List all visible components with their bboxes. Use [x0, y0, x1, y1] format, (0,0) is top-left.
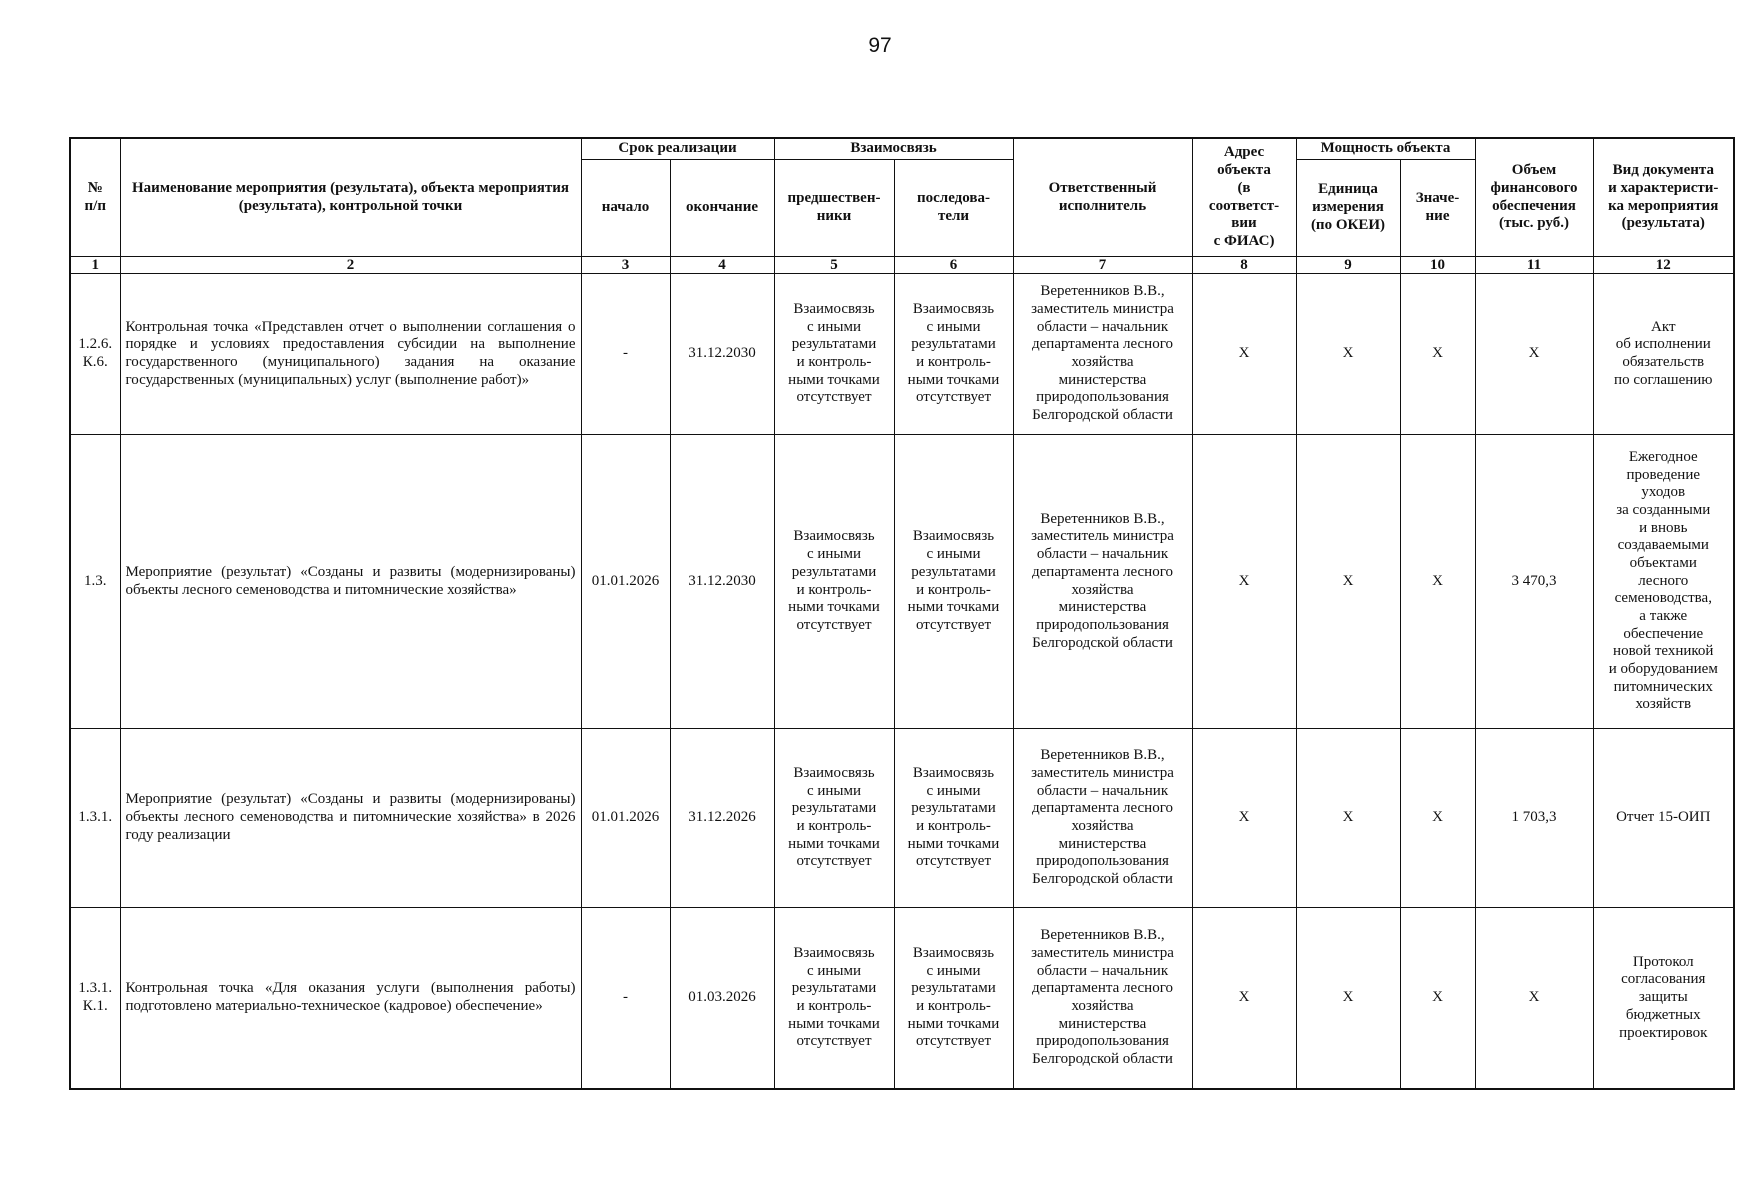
header-doc-type: Вид документа и характеристи- ка мероприятия (результата) — [1593, 138, 1734, 257]
activities-plan-table — [69, 137, 1735, 1090]
row-number: 1.3. — [70, 435, 120, 729]
header-responsible: Ответственный исполнитель — [1013, 138, 1192, 257]
column-number: 11 — [1475, 257, 1593, 274]
column-number: 5 — [774, 257, 894, 274]
row-successors: Взаимосвязь с иными результатами и контроль- ными точками отсутствует — [894, 435, 1013, 729]
row-name: Контрольная точка «Представлен отчет о выполнении соглашения о порядке и условиях предоставления субсидии на выполнение государственного (муниципального) задания на оказание государственных (муниципальных) услуг (выполнение работ)» — [120, 274, 581, 435]
row-predecessors: Взаимосвязь с иными результатами и контроль- ными точками отсутствует — [774, 908, 894, 1090]
row-successors: Взаимосвязь с иными результатами и контроль- ными точками отсутствует — [894, 729, 1013, 908]
header-predecessors: предшествен- ники — [774, 160, 894, 257]
header-link-group: Взаимосвязь — [774, 138, 1013, 160]
row-start: 01.01.2026 — [581, 729, 670, 908]
row-doc-type: Ежегодное проведение уходов за созданными и вновь создаваемыми объектами лесного семеноводства, а также обеспечение новой техникой и оборудованием питомнических хозяйств — [1593, 435, 1734, 729]
row-responsible: Веретенников В.В., заместитель министра области – начальник департамента лесного хозяйства министерства природопользования Белгородской области — [1013, 274, 1192, 435]
page-number: 97 — [868, 34, 892, 57]
column-number: 2 — [120, 257, 581, 274]
row-address: Х — [1192, 435, 1296, 729]
row-funding: 1 703,3 — [1475, 729, 1593, 908]
header-name: Наименование мероприятия (результата), объекта мероприятия (результата), контрольной точки — [120, 138, 581, 257]
header-address: Адрес объекта (в соответст- вии с ФИАС) — [1192, 138, 1296, 257]
table-row — [70, 729, 1734, 908]
row-address: Х — [1192, 274, 1296, 435]
column-number: 1 — [70, 257, 120, 274]
header-start: начало — [581, 160, 670, 257]
column-number: 10 — [1400, 257, 1475, 274]
table-row — [70, 435, 1734, 729]
row-funding: Х — [1475, 908, 1593, 1090]
row-funding: 3 470,3 — [1475, 435, 1593, 729]
row-responsible: Веретенников В.В., заместитель министра области – начальник департамента лесного хозяйства министерства природопользования Белгородской области — [1013, 908, 1192, 1090]
row-start: - — [581, 908, 670, 1090]
row-start: 01.01.2026 — [581, 435, 670, 729]
row-successors: Взаимосвязь с иными результатами и контроль- ными точками отсутствует — [894, 274, 1013, 435]
header-unit: Единица измерения (по ОКЕИ) — [1296, 160, 1400, 257]
row-number: 1.3.1. — [70, 729, 120, 908]
column-number: 7 — [1013, 257, 1192, 274]
row-unit: Х — [1296, 908, 1400, 1090]
column-number: 4 — [670, 257, 774, 274]
row-end: 31.12.2030 — [670, 274, 774, 435]
row-end: 01.03.2026 — [670, 908, 774, 1090]
header-num: № п/п — [70, 138, 120, 257]
row-predecessors: Взаимосвязь с иными результатами и контроль- ными точками отсутствует — [774, 729, 894, 908]
header-funding: Объем финансового обеспечения (тыс. руб.) — [1475, 138, 1593, 257]
row-name: Мероприятие (результат) «Созданы и развиты (модернизированы) объекты лесного семеноводства и питомнические хозяйства» — [120, 435, 581, 729]
header-end: окончание — [670, 160, 774, 257]
row-number: 1.3.1. К.1. — [70, 908, 120, 1090]
header-value: Значе- ние — [1400, 160, 1475, 257]
row-predecessors: Взаимосвязь с иными результатами и контроль- ными точками отсутствует — [774, 274, 894, 435]
row-doc-type: Отчет 15-ОИП — [1593, 729, 1734, 908]
row-successors: Взаимосвязь с иными результатами и контроль- ными точками отсутствует — [894, 908, 1013, 1090]
row-unit: Х — [1296, 729, 1400, 908]
row-doc-type: Акт об исполнении обязательств по соглашению — [1593, 274, 1734, 435]
header-capacity-group: Мощность объекта — [1296, 138, 1475, 160]
row-name: Мероприятие (результат) «Созданы и развиты (модернизированы) объекты лесного семеноводства и питомнические хозяйства» в 2026 году реализации — [120, 729, 581, 908]
table-row — [70, 908, 1734, 1090]
header-period-group: Срок реализации — [581, 138, 774, 160]
row-funding: Х — [1475, 274, 1593, 435]
column-number: 8 — [1192, 257, 1296, 274]
row-responsible: Веретенников В.В., заместитель министра области – начальник департамента лесного хозяйства министерства природопользования Белгородской области — [1013, 729, 1192, 908]
row-responsible: Веретенников В.В., заместитель министра области – начальник департамента лесного хозяйства министерства природопользования Белгородской области — [1013, 435, 1192, 729]
row-doc-type: Протокол согласования защиты бюджетных проектировок — [1593, 908, 1734, 1090]
row-unit: Х — [1296, 274, 1400, 435]
row-unit: Х — [1296, 435, 1400, 729]
row-start: - — [581, 274, 670, 435]
row-value: Х — [1400, 908, 1475, 1090]
column-number: 12 — [1593, 257, 1734, 274]
row-value: Х — [1400, 729, 1475, 908]
header-successors: последова- тели — [894, 160, 1013, 257]
row-value: Х — [1400, 274, 1475, 435]
table-row — [70, 274, 1734, 435]
row-address: Х — [1192, 908, 1296, 1090]
row-address: Х — [1192, 729, 1296, 908]
column-number: 6 — [894, 257, 1013, 274]
row-value: Х — [1400, 435, 1475, 729]
row-end: 31.12.2026 — [670, 729, 774, 908]
row-number: 1.2.6. К.6. — [70, 274, 120, 435]
column-number: 9 — [1296, 257, 1400, 274]
row-name: Контрольная точка «Для оказания услуги (выполнения работы) подготовлено материально-техническое (кадровое) обеспечение» — [120, 908, 581, 1090]
column-number: 3 — [581, 257, 670, 274]
row-end: 31.12.2030 — [670, 435, 774, 729]
row-predecessors: Взаимосвязь с иными результатами и контроль- ными точками отсутствует — [774, 435, 894, 729]
